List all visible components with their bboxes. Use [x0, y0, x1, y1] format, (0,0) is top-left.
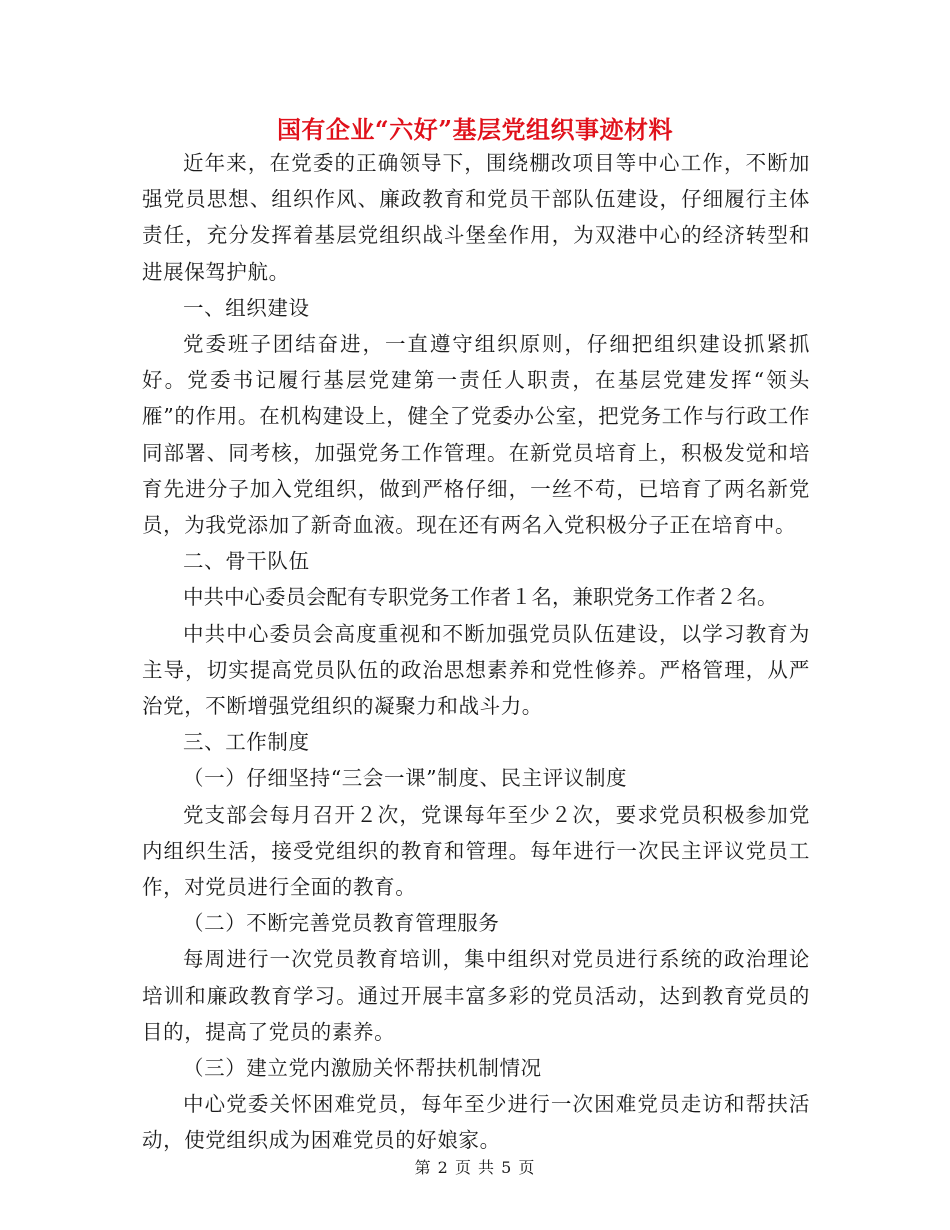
paragraph-intro: 近年来，在党委的正确领导下，围绕棚改项目等中心工作，不断加强党员思想、组织作风、廉政教育和党员干部队伍建设，仔细履行主体责任，充分发挥着基层党组织战斗堡垒作用，为双港中心的经济转型和进展保驾护航。 [142, 151, 810, 284]
paragraph-staffing: 中共中心委员会配有专职党务工作者１名，兼职党务工作者２名。 [183, 585, 778, 610]
section-heading-backbone-team: 二、骨干队伍 [183, 549, 310, 574]
paragraph-team-building: 中共中心委员会高度重视和不断加强党员队伍建设，以学习教育为主导，切实提高党员队伍的政治思想素养和党性修养。严格管理，从严治党，不断增强党组织的凝聚力和战斗力。 [142, 621, 810, 719]
paragraph-care: 中心党委关怀困难党员，每年至少进行一次困难党员走访和帮扶活动，使党组织成为困难党员的好娘家。 [142, 1092, 810, 1153]
subheading-care-mechanism: （三）建立党内激励关怀帮扶机制情况 [183, 1056, 542, 1081]
document-body [142, 145, 810, 1159]
paragraph-meetings: 党支部会每月召开２次，党课每年至少２次，要求党员积极参加党内组织生活，接受党组织的教育和管理。每年进行一次民主评议党员工作，对党员进行全面的教育。 [142, 802, 810, 900]
subheading-three-meetings: （一）仔细坚持“三会一课”制度、民主评议制度 [183, 766, 628, 791]
paragraph-organization: 党委班子团结奋进，一直遵守组织原则，仔细把组织建设抓紧抓好。党委书记履行基层党建第一责任人职责，在基层党建发挥“领头雁”的作用。在机构建设上，健全了党委办公室，把党务工作与行政工作同部署、同考核，加强党务工作管理。在新党员培育上，积极发觉和培育先进分子加入党组织，做到严格仔细，一丝不苟，已培育了两名新党员，为我党添加了新奇血液。现在还有两名入党积极分子正在培育中。 [142, 332, 810, 538]
section-heading-work-system: 三、工作制度 [183, 730, 310, 755]
section-heading-organization: 一、组织建设 [183, 295, 310, 320]
page-number-footer: 第 2 页 共 5 页 [414, 1158, 536, 1177]
paragraph-education: 每周进行一次党员教育培训，集中组织对党员进行系统的政治理论培训和廉政教育学习。通过开展丰富多彩的党员活动，达到教育党员的目的，提高了党员的素养。 [142, 947, 810, 1044]
subheading-education-service: （二）不断完善党员教育管理服务 [183, 911, 500, 936]
document-title: 国有企业“六好”基层党组织事迹材料 [276, 115, 674, 144]
